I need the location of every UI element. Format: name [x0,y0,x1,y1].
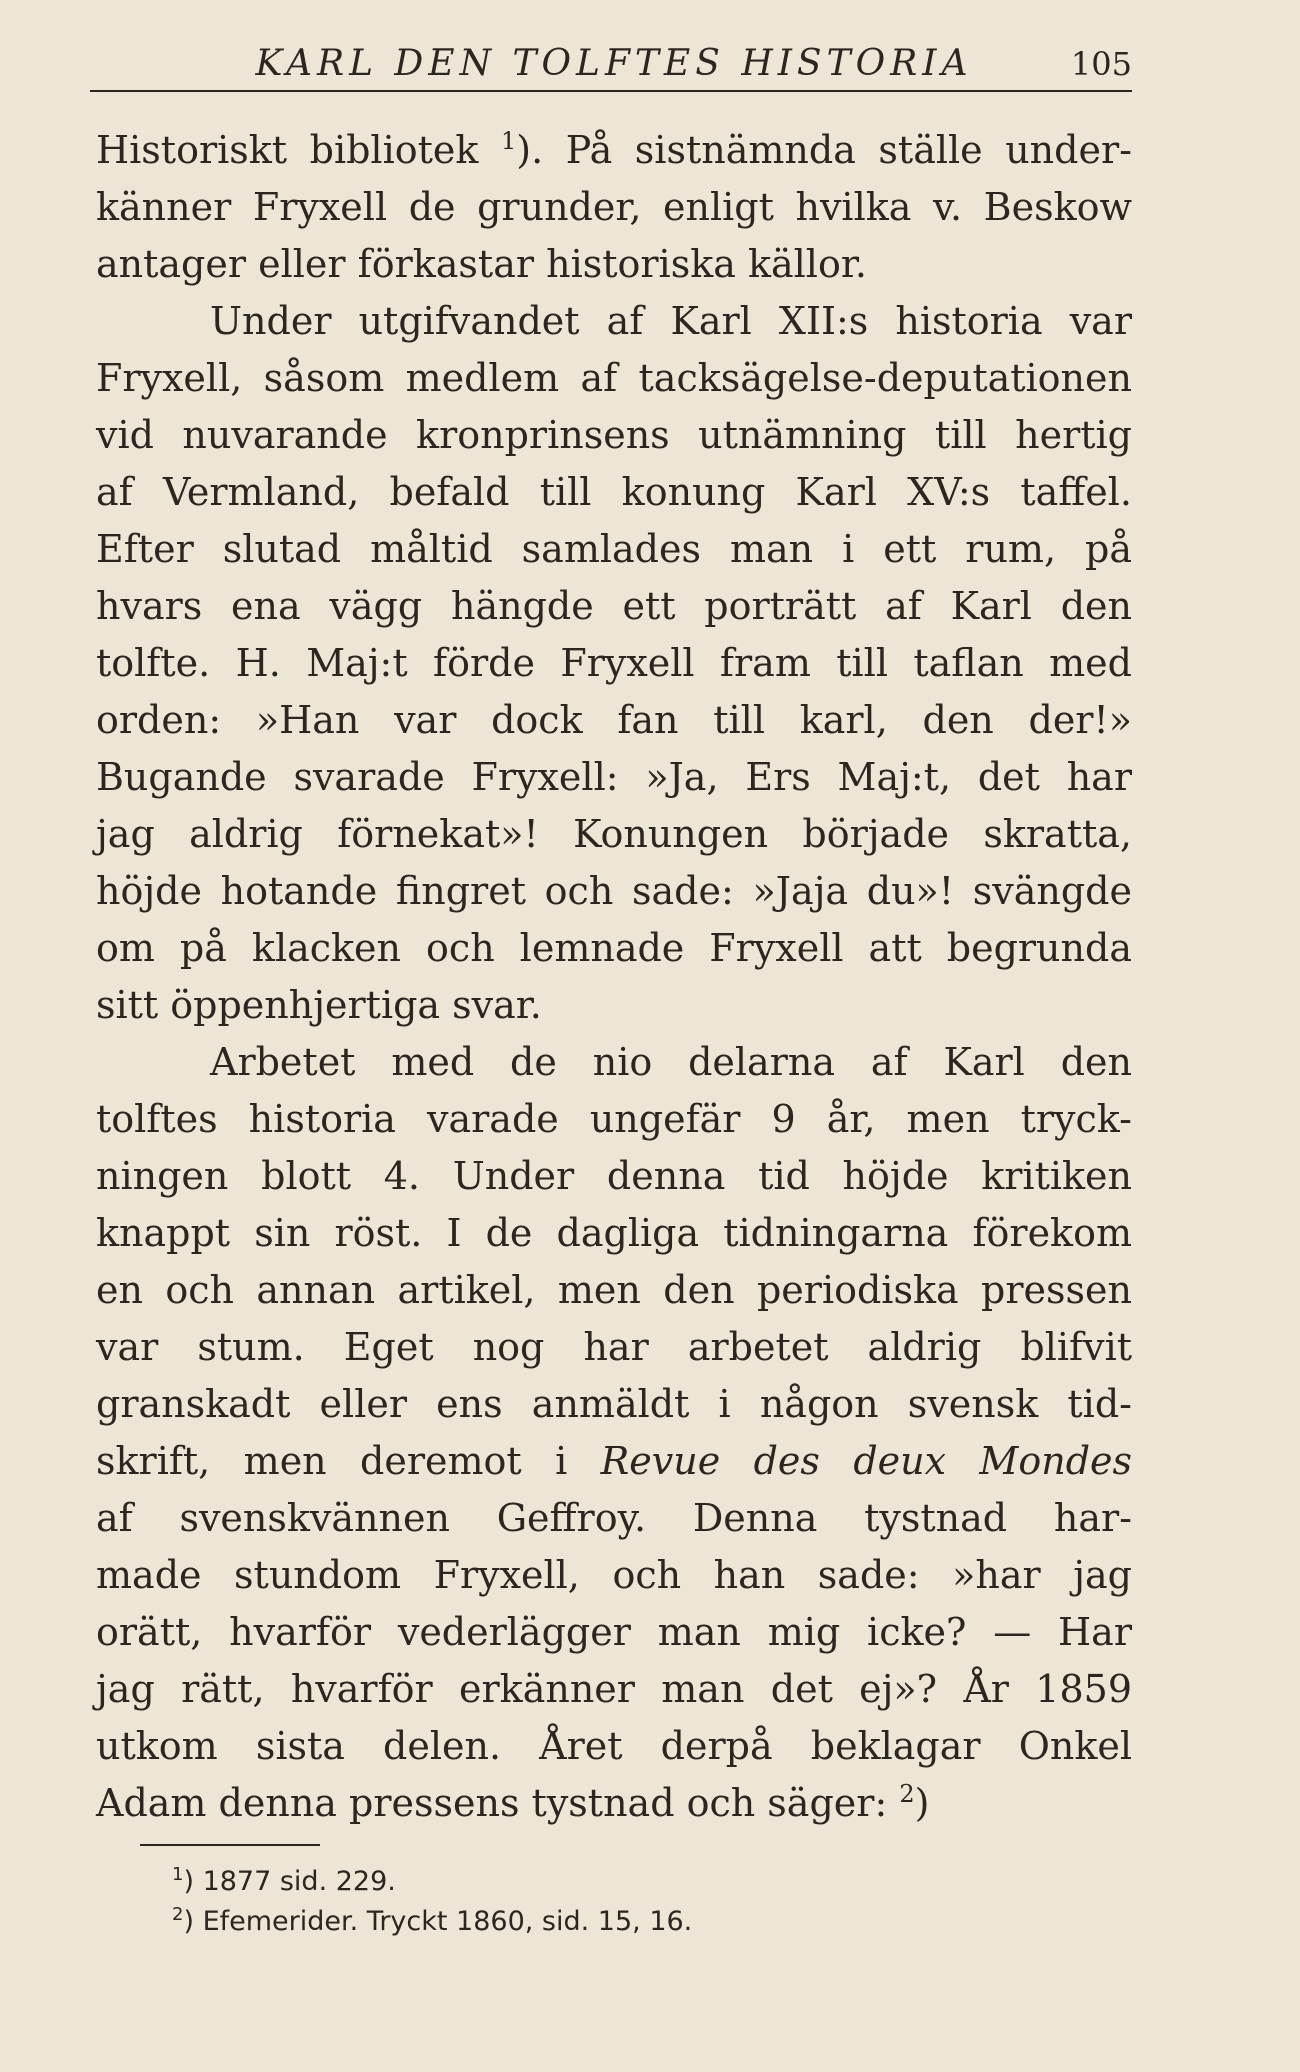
text-line: Fryxell, såsom medlem af tacksägelse-deputationen [96,356,1132,400]
footnote-ref-2: 2 [899,1780,915,1808]
text-line: hvars ena vägg hängde ett porträtt af Karl den [96,584,1132,628]
footnote-2 [172,1902,1072,1942]
page-number: 105 [1070,45,1132,83]
text-segment: Historiskt bibliotek [96,128,501,172]
text-line: utkom sista delen. Året derpå beklagar Onkel [96,1724,1132,1768]
footnote-1 [172,1862,1072,1902]
footnote-marker: 2 [172,1904,184,1925]
text-segment: ). På sistnämnda ställe under- [516,128,1132,172]
page-header [96,44,1132,84]
text-line: ningen blott 4. Under denna tid höjde kritiken [96,1154,1132,1198]
text-line: sitt öppenhjertiga svar. [96,983,542,1027]
text-line: vid nuvarande kronprinsens utnämning till hertig [96,413,1132,457]
footnote-ref-1: 1 [500,127,517,155]
text-line: om på klacken och lemnade Fryxell att begrunda [96,926,1132,970]
text-line [96,122,1132,179]
footnotes [172,1862,1072,1942]
footnote-rule [140,1844,320,1846]
text-segment: skrift, men deremot i [96,1439,601,1483]
text-line: antager eller förkastar historiska källor. [96,242,867,286]
footnote-marker: 1 [172,1864,184,1885]
text-segment: ) [914,1781,930,1825]
body-text [96,122,1132,1832]
header-rule [90,90,1132,92]
text-line: Under utgifvandet af Karl XII:s historia var [210,299,1132,343]
text-line: orden: »Han var dock fan till karl, den der!» [96,698,1132,742]
text-line: orätt, hvarför vederlägger man mig icke? — Har [96,1610,1132,1654]
text-line: knappt sin röst. I de dagliga tidningarna förekom [96,1211,1132,1255]
text-line: af Vermland, befald till konung Karl XV:s taffel. [96,470,1132,514]
italic-title: Revue des deux Mondes [600,1439,1133,1483]
text-line: tolfte. H. Maj:t förde Fryxell fram till taflan med [96,641,1132,685]
text-line: made stundom Fryxell, och han sade: »har jag [96,1553,1132,1597]
text-line [96,1775,1132,1832]
text-line: var stum. Eget nog har arbetet aldrig blifvit [96,1325,1132,1369]
footnote-text: ) 1877 sid. 229. [183,1866,396,1897]
text-line: af svenskvännen Geffroy. Denna tystnad har- [96,1496,1132,1540]
text-line: Arbetet med de nio delarna af Karl den [210,1040,1132,1084]
text-line: jag aldrig förnekat»! Konungen började skratta, [96,812,1132,856]
text-line: känner Fryxell de grunder, enligt hvilka v. Beskow [96,185,1132,229]
text-line [96,1433,1132,1490]
text-line: Bugande svarade Fryxell: »Ja, Ers Maj:t, det har [96,755,1132,799]
text-line: Efter slutad måltid samlades man i ett rum, på [96,527,1132,571]
running-title: KARL DEN TOLFTES HISTORIA [255,43,973,84]
footnote-text: ) Efemerider. Tryckt 1860, sid. 15, 16. [183,1906,693,1937]
text-line: en och annan artikel, men den periodiska pressen [96,1268,1132,1312]
text-line: höjde hotande fingret och sade: »Jaja du»! svängde [96,869,1132,913]
text-line: jag rätt, hvarför erkänner man det ej»? År 1859 [96,1667,1132,1711]
text-line: granskadt eller ens anmäldt i någon svensk tid- [96,1382,1132,1426]
text-segment: Adam denna pressens tystnad och säger: [96,1781,900,1825]
text-line: tolftes historia varade ungefär 9 år, men tryck- [96,1097,1132,1141]
